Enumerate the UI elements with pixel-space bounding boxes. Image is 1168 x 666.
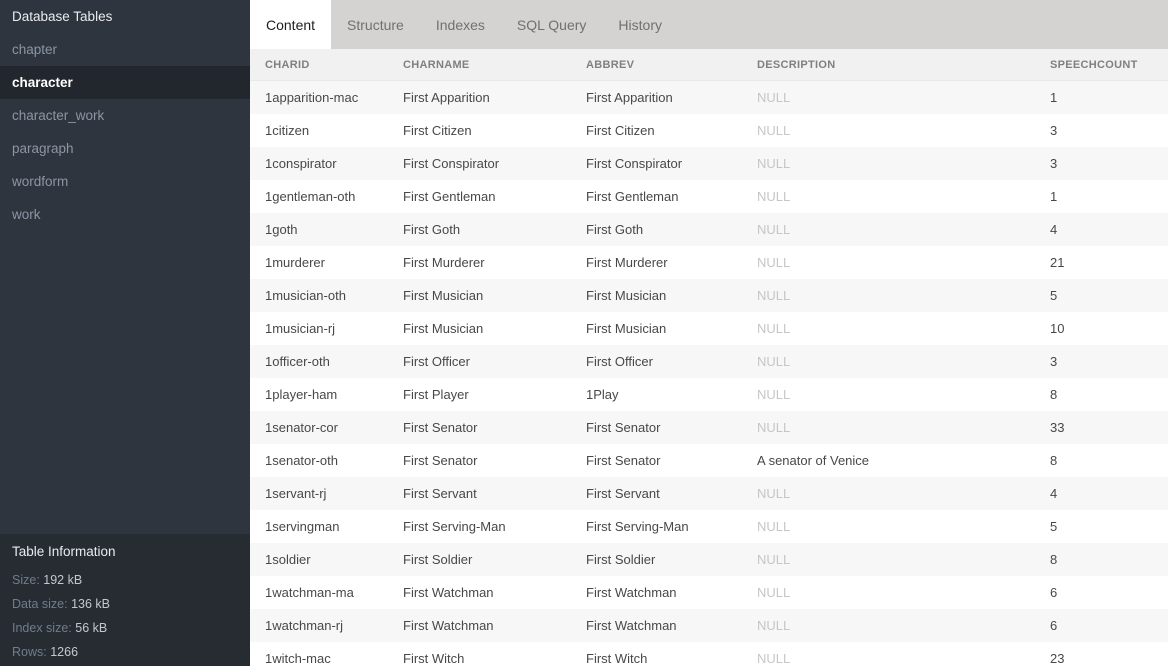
stat-label: Rows: [12,645,47,659]
cell-abbrev: First Murderer [586,255,668,270]
cell-description: NULL [757,354,791,369]
table-row[interactable] [250,477,1168,510]
table-stat [12,616,238,640]
cell-description: NULL [757,189,791,204]
cell-description: NULL [757,156,791,171]
cell-abbrev: First Musician [586,288,667,303]
cell-abbrev: First Conspirator [586,156,683,171]
table-row[interactable] [250,114,1168,147]
sidebar-table-item[interactable]: character_work [12,108,105,123]
cell-charid: 1witch-mac [265,651,331,666]
sidebar-title: Database Tables [12,9,113,24]
table-row[interactable] [250,510,1168,543]
table-row[interactable] [250,411,1168,444]
sidebar-table-item[interactable]: paragraph [12,141,74,156]
cell-speechcount: 10 [1050,321,1065,336]
cell-abbrev: First Apparition [586,90,673,105]
cell-charname: First Soldier [403,552,473,567]
table-information-panel [0,534,250,666]
table-row[interactable] [250,642,1168,666]
table-row[interactable] [250,279,1168,312]
cell-abbrev: First Senator [586,453,661,468]
sidebar-table-item[interactable]: character [0,66,250,99]
cell-abbrev: First Gentleman [586,189,679,204]
table-stat [12,568,238,592]
cell-description: NULL [757,552,791,567]
cell-speechcount: 8 [1050,387,1058,402]
cell-charid: 1servant-rj [265,486,327,501]
table-row[interactable] [250,609,1168,642]
column-header-charname[interactable]: CHARNAME [403,58,470,71]
cell-speechcount: 33 [1050,420,1065,435]
cell-abbrev: First Officer [586,354,653,369]
cell-description: NULL [757,420,791,435]
sidebar-table-item[interactable]: work [12,207,41,222]
cell-speechcount: 21 [1050,255,1065,270]
cell-description: NULL [757,321,791,336]
cell-abbrev: 1Play [586,387,619,402]
column-header-charid[interactable]: CHARID [265,58,310,71]
column-header-abbrev[interactable]: ABBREV [586,58,635,71]
cell-charid: 1musician-oth [265,288,346,303]
cell-speechcount: 8 [1050,552,1058,567]
sidebar [0,0,250,666]
tab[interactable]: Content [250,0,331,49]
table-row[interactable] [250,81,1168,114]
cell-charid: 1gentleman-oth [265,189,356,204]
stat-value: 56 kB [75,621,108,635]
cell-charname: First Conspirator [403,156,500,171]
cell-speechcount: 3 [1050,354,1058,369]
cell-charname: First Watchman [403,618,494,633]
tab-bar [250,0,1168,49]
cell-charid: 1conspirator [265,156,337,171]
cell-speechcount: 4 [1050,486,1058,501]
cell-speechcount: 1 [1050,90,1058,105]
table-row[interactable] [250,345,1168,378]
cell-abbrev: First Goth [586,222,644,237]
main-content [250,0,1168,666]
cell-charid: 1goth [265,222,298,237]
cell-charname: First Murderer [403,255,485,270]
cell-description: NULL [757,486,791,501]
table-row[interactable] [250,180,1168,213]
stat-value: 192 kB [43,573,83,587]
cell-charname: First Citizen [403,123,472,138]
cell-charid: 1watchman-rj [265,618,344,633]
cell-charname: First Watchman [403,585,494,600]
cell-abbrev: First Serving-Man [586,519,689,534]
cell-speechcount: 5 [1050,288,1058,303]
cell-description: NULL [757,618,791,633]
cell-charid: 1murderer [265,255,325,270]
cell-speechcount: 8 [1050,453,1058,468]
table-information-stats [12,568,238,664]
cell-speechcount: 6 [1050,618,1058,633]
cell-charname: First Gentleman [403,189,496,204]
cell-charid: 1musician-rj [265,321,336,336]
cell-abbrev: First Musician [586,321,667,336]
cell-speechcount: 6 [1050,585,1058,600]
table-row[interactable] [250,444,1168,477]
cell-description: NULL [757,222,791,237]
table-list [0,33,250,231]
cell-description: NULL [757,519,791,534]
table-body [250,81,1168,666]
table-stat [12,592,238,616]
column-header-description[interactable]: DESCRIPTION [757,58,836,71]
cell-description: NULL [757,288,791,303]
table-row[interactable] [250,378,1168,411]
cell-charid: 1soldier [265,552,311,567]
cell-charid: 1senator-cor [265,420,338,435]
table-row[interactable] [250,312,1168,345]
cell-speechcount: 4 [1050,222,1058,237]
cell-charname: First Player [403,387,469,402]
cell-speechcount: 3 [1050,123,1058,138]
sidebar-table-item[interactable]: chapter [12,42,58,57]
cell-description: NULL [757,585,791,600]
cell-description: A senator of Venice [757,453,870,468]
cell-charid: 1officer-oth [265,354,330,369]
cell-charname: First Serving-Man [403,519,506,534]
cell-abbrev: First Watchman [586,618,677,633]
cell-speechcount: 1 [1050,189,1058,204]
cell-charid: 1watchman-ma [265,585,354,600]
table-row[interactable] [250,543,1168,576]
sidebar-table-item[interactable]: wordform [12,174,69,189]
cell-charid: 1player-ham [265,387,338,402]
table-column-header-row [250,49,1168,81]
cell-charname: First Apparition [403,90,490,105]
column-header-speechcount[interactable]: SPEECHCOUNT [1050,58,1138,71]
stat-label: Data size: [12,597,68,611]
tab[interactable]: Indexes [435,16,485,33]
cell-speechcount: 5 [1050,519,1058,534]
cell-charname: First Witch [403,651,465,666]
cell-charid: 1apparition-mac [265,90,359,105]
tab[interactable]: Structure [347,16,404,33]
cell-charname: First Musician [403,288,484,303]
cell-speechcount: 23 [1050,651,1065,666]
cell-abbrev: First Senator [586,420,661,435]
cell-abbrev: First Witch [586,651,648,666]
table-information-title: Table Information [12,544,116,559]
cell-abbrev: First Soldier [586,552,656,567]
cell-charid: 1servingman [265,519,340,534]
table-row[interactable] [250,246,1168,279]
table-row[interactable] [250,147,1168,180]
cell-charname: First Goth [403,222,461,237]
cell-description: NULL [757,123,791,138]
stat-value: 1266 [50,645,79,659]
stat-label: Size: [12,573,40,587]
cell-description: NULL [757,255,791,270]
cell-speechcount: 3 [1050,156,1058,171]
tab[interactable]: SQL Query [516,16,587,33]
cell-charname: First Officer [403,354,470,369]
cell-abbrev: First Watchman [586,585,677,600]
cell-charid: 1citizen [265,123,310,138]
cell-charname: First Senator [403,420,478,435]
cell-charname: First Senator [403,453,478,468]
table-row[interactable] [250,576,1168,609]
cell-charname: First Musician [403,321,484,336]
cell-description: NULL [757,90,791,105]
cell-description: NULL [757,387,791,402]
table-stat [12,640,238,664]
tab[interactable]: History [618,16,662,33]
stat-value: 136 kB [71,597,110,611]
cell-abbrev: First Citizen [586,123,655,138]
table-row[interactable] [250,213,1168,246]
cell-charid: 1senator-oth [265,453,338,468]
cell-abbrev: First Servant [586,486,660,501]
cell-description: NULL [757,651,791,666]
stat-label: Index size: [12,621,72,635]
cell-charname: First Servant [403,486,477,501]
